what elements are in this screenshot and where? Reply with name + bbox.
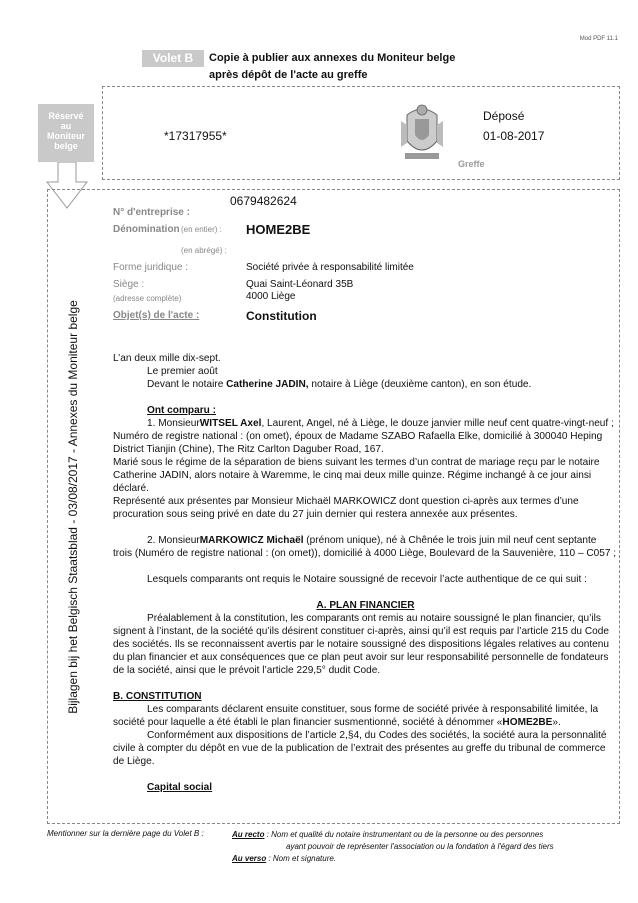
page-title (209, 50, 455, 84)
form-version: Mod PDF 11.1 (579, 36, 618, 42)
object-value: Constitution (246, 309, 317, 323)
deed-body (113, 352, 618, 794)
recto-text: : Nom et qualité du notaire instrumentant ou de la personne ou des personnes (264, 830, 544, 839)
verso-text: : Nom et signature. (266, 854, 337, 863)
capital-heading: Capital social (147, 782, 213, 793)
deed-date: L’an deux mille dix-sept. (113, 353, 221, 364)
enterprise-number: 0679482624 (230, 194, 297, 208)
notary-name: Catherine JADIN, (226, 379, 309, 390)
filing-box (102, 86, 620, 180)
section-b-text-2: Conformément aux dispositions de l’article 2,§4, du Codes des sociétés, la société aura la personnalité civile à compter du dépôt en vue de la publication de l’extrait des présentes au greffe du tribunal de commerce de Liège. (113, 730, 607, 767)
recto-label: Au recto (232, 830, 265, 839)
deposited-date: 01-08-2017 (483, 129, 545, 143)
footer-instruction: Mentionner sur la dernière page du Volet B : (47, 829, 204, 838)
deposited-label: Déposé (483, 109, 525, 123)
party-2-details: (prénom unique), né à Chênée le trois juin mil neuf cent septante trois (Numéro de registre national : (on omet)), domicilié à 4000 Liège, Boulevard de la Sauvenière, 110 – C057 ; (113, 535, 617, 559)
coat-of-arms-icon (397, 101, 447, 165)
company-name: HOME2BE (502, 717, 553, 728)
section-a-text: Préalablement à la constitution, les comparants ont remis au notaire soussigné le plan financier, qu’ils signent à l’instant, de la société qu’ils désirent constituer ci-après, ainsi qu’il est requis par l’article 215 du Code des sociétés. Ils se reconnaissent avertis par le notaire soussigné des dispositions légales relatives au contenu du plan financier et aux conséquences que ce plan peut avoir sur leur responsabilité personnelle de fondateurs de la société, ainsi que le prévoit l’article 229,5° dudit Code. (113, 613, 609, 676)
seat-hint: (adresse complète) (113, 294, 182, 303)
recto-note-continued: ayant pouvoir de représenter l'association ou la fondation à l'égard des tiers (286, 842, 554, 851)
denomination-short-hint: (en abrégé) : (181, 246, 227, 255)
section-b-post: ». (552, 717, 561, 728)
reserved-line: au (60, 121, 72, 131)
party-1-marriage: Marié sous le régime de la séparation de biens suivant les termes d’un contrat de mariage reçu par le notaire Catherine JADIN, alors notaire à Waremme, le cinq mai deux mille quinze. Régime inchangé à ce jour ainsi déclaré. (113, 457, 600, 494)
legal-form-label: Forme juridique : (113, 262, 189, 273)
title-line-1: Copie à publier aux annexes du Moniteur belge (209, 52, 456, 64)
legal-form-value: Société privée à responsabilité limitée (246, 262, 414, 273)
title-line-2: après dépôt de l'acte au greffe (209, 69, 368, 81)
party-1-details: , Laurent, Angel, né à Liège, le douze janvier mille neuf cent quatre-vingt-neuf ; Numéro de registre national : (on omet), époux de Madame SZABO Rafaella Elke, domicilié à 300040 Heping District Tianjin (Chine), The Ritz Carlton Daguber Road, 167. (113, 418, 614, 455)
seat-address-line-2: 4000 Liège (246, 291, 296, 302)
section-a-heading: A. PLAN FINANCIER (316, 600, 415, 611)
reserved-line: Moniteur (47, 131, 85, 141)
party-1 (113, 417, 618, 456)
denomination-value: HOME2BE (246, 222, 311, 237)
deed-notary (113, 378, 618, 391)
seat-label: Siège : (113, 279, 145, 290)
filing-number: *17317955* (164, 129, 227, 143)
reserved-line: belge (54, 141, 78, 151)
reserved-box (38, 104, 94, 162)
denomination-full-hint: (en entier) : (181, 225, 222, 234)
party-1-pre: 1. Monsieur (147, 418, 200, 429)
parties-heading: Ont comparu : (147, 405, 216, 416)
volet-badge: Volet B (142, 50, 204, 67)
party-2 (113, 534, 618, 560)
section-b-heading: B. CONSTITUTION (113, 691, 202, 702)
verso-note (232, 853, 622, 865)
side-annex-text: Bijlagen bij het Belgisch Staatsblad - 03/08/2017 - Annexes du Moniteur belge (66, 300, 80, 714)
verso-label: Au verso (232, 854, 267, 863)
section-b-text (113, 703, 618, 729)
object-label: Objet(s) de l'acte : (113, 310, 200, 321)
side-margin (45, 192, 101, 822)
enterprise-label: N° d'entreprise : (113, 207, 190, 218)
seat-address-line-1: Quai Saint-Léonard 35B (246, 279, 354, 290)
footer-notes (232, 829, 622, 865)
deed-day: Le premier août (147, 366, 218, 377)
deed-notary-post: notaire à Liège (deuxième canton), en son étude. (308, 379, 532, 390)
section-b-pre: Les comparants déclarent ensuite constituer, sous forme de société privée à responsabilité limitée, la société pour laquelle a été établi le plan financier susmentionné, société à dénommer « (113, 704, 599, 728)
deed-notary-pre: Devant le notaire (147, 379, 227, 390)
recto-note (232, 829, 622, 841)
party-2-pre: 2. Monsieur (147, 535, 200, 546)
party-2-name: MARKOWICZ Michaël (199, 535, 304, 546)
registry-label: Greffe (458, 159, 485, 169)
party-1-name: WITSEL Axel (199, 418, 262, 429)
request-paragraph: Lesquels comparants ont requis le Notaire soussigné de recevoir l’acte authentique de ce qui suit : (147, 574, 587, 585)
reserved-line: Réservé (48, 111, 84, 121)
party-1-proxy: Représenté aux présentes par Monsieur Michaël MARKOWICZ dont question ci-après aux termes d’une procuration sous seing privé en date du 27 juin dernier qui restera annexée aux présentes. (113, 496, 579, 520)
denomination-label: Dénomination (113, 224, 180, 235)
